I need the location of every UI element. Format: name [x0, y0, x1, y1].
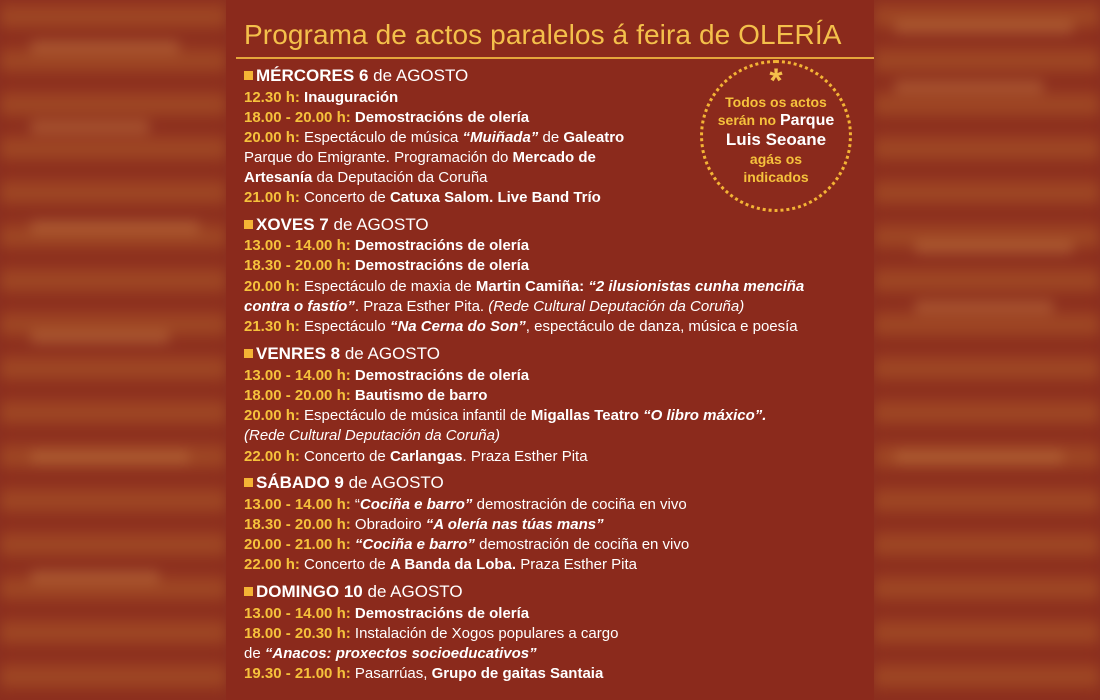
event-line: 13.00 - 14.00 h: Demostracións de olería — [244, 367, 530, 384]
event-line-continued: Artesanía da Deputación da Coruña — [244, 169, 488, 186]
event-line: 13.00 - 14.00 h: “Cociña e barro” demostración de cociña en vivo — [244, 496, 687, 513]
event-line: 21.30 h: Espectáculo “Na Cerna do Son”, espectáculo de danza, música e poesía — [244, 318, 798, 335]
day-heading: SÁBADO 9 de AGOSTO — [244, 473, 444, 493]
blur-smudge — [30, 220, 200, 234]
blur-smudge — [30, 450, 190, 464]
asterisk-icon: * — [769, 62, 783, 100]
bullet-icon — [244, 349, 253, 358]
event-line-continued: de “Anacos: proxectos socioeducativos” — [244, 645, 537, 662]
event-line: 20.00 - 21.00 h: “Cociña e barro” demostración de cociña en vivo — [244, 536, 690, 553]
day-heading: MÉRCORES 6 de AGOSTO — [244, 66, 468, 86]
event-line: 18.30 - 20.00 h: Demostracións de olería — [244, 257, 530, 274]
badge-line: Todos os actos — [725, 94, 827, 110]
event-line: 22.00 h: Concerto de Carlangas. Praza Esther Pita — [244, 448, 588, 465]
blur-smudge — [30, 570, 160, 584]
badge-line: indicados — [743, 169, 809, 185]
event-line: 13.00 - 14.00 h: Demostracións de olería — [244, 605, 530, 622]
event-line-continued: contra o fastío”. Praza Esther Pita. (Rede Cultural Deputación da Coruña) — [244, 298, 745, 315]
program-poster — [226, 0, 874, 700]
blurred-background-left — [0, 0, 226, 700]
event-line: 18.00 - 20.30 h: Instalación de Xogos populares a cargo — [244, 625, 619, 642]
event-line: 19.30 - 21.00 h: Pasarrúas, Grupo de gaitas Santaia — [244, 665, 604, 682]
day-heading: DOMINGO 10 de AGOSTO — [244, 582, 463, 602]
event-line-continued: Parque do Emigrante. Programación do Mercado de — [244, 149, 596, 166]
event-line: 18.30 - 20.00 h: Obradoiro “A olería nas túas mans” — [244, 516, 604, 533]
schedule — [226, 0, 874, 700]
poster-title: Programa de actos paralelos á feira de OLERÍA — [244, 19, 842, 50]
event-line: 20.00 h: Espectáculo de música “Muiñada” de Galeatro — [244, 129, 625, 146]
badge-line: agás os — [749, 151, 803, 167]
blur-smudge — [914, 300, 1054, 314]
event-line: 12.30 h: Inauguración — [244, 89, 399, 106]
day-heading: XOVES 7 de AGOSTO — [244, 215, 429, 235]
bullet-icon — [244, 587, 253, 596]
day-heading: VENRES 8 de AGOSTO — [244, 344, 440, 364]
bullet-icon — [244, 71, 253, 80]
event-line: 22.00 h: Concerto de A Banda da Loba. Praza Esther Pita — [244, 556, 637, 573]
bullet-icon — [244, 478, 253, 487]
blur-smudge — [894, 450, 1064, 464]
event-line: 20.00 h: Espectáculo de música infantil de Migallas Teatro “O libro máxico”. — [244, 407, 767, 424]
badge-location: Luis Seoane — [725, 130, 827, 149]
event-line: 18.00 - 20.00 h: Demostracións de olería — [244, 109, 530, 126]
blur-smudge — [30, 330, 170, 344]
blur-smudge — [30, 120, 150, 134]
event-line: 20.00 h: Espectáculo de maxia de Martin Camiña: “2 ilusionistas cunha menciña — [244, 278, 805, 295]
bullet-icon — [244, 220, 253, 229]
event-line-continued: (Rede Cultural Deputación da Coruña) — [244, 427, 500, 444]
event-line: 18.00 - 20.00 h: Bautismo de barro — [244, 387, 488, 404]
blur-smudge — [894, 80, 1044, 94]
blur-smudge — [894, 20, 1074, 34]
event-line: 21.00 h: Concerto de Catuxa Salom. Live Band Trío — [244, 189, 601, 206]
blurred-background-right — [874, 0, 1100, 700]
blur-smudge — [914, 240, 1074, 254]
event-line: 13.00 - 14.00 h: Demostracións de olería — [244, 237, 530, 254]
badge-line: serán no Parque — [717, 112, 835, 129]
blur-smudge — [30, 40, 180, 54]
